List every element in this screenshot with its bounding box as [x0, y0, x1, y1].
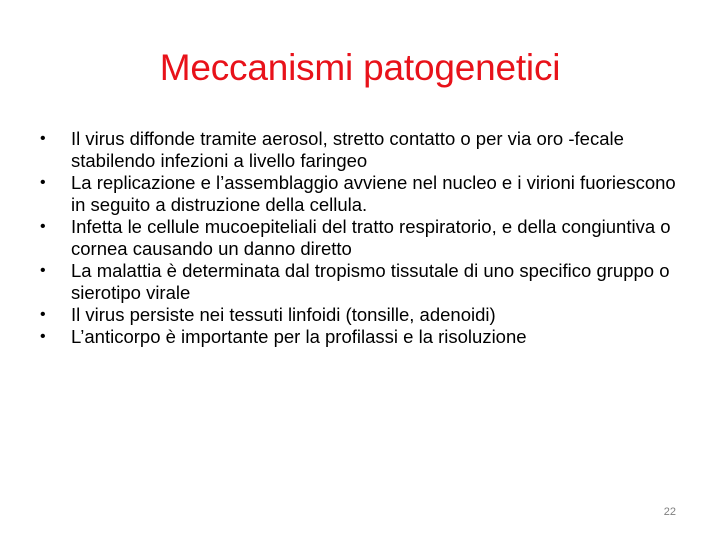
bullet-text: Infetta le cellule mucoepiteliali del tratto respiratorio, e della congiuntiva o cornea causando un danno diretto — [71, 216, 671, 259]
bullet-text: Il virus persiste nei tessuti linfoidi (tonsille, adenoidi) — [71, 304, 496, 325]
bullet-item — [40, 260, 690, 304]
page-number: 22 — [663, 506, 676, 518]
bullet-item — [40, 216, 690, 260]
bullet-item — [40, 304, 690, 326]
bullet-item — [40, 128, 690, 172]
bullet-icon: • — [40, 306, 46, 323]
bullet-icon: • — [40, 130, 46, 147]
bullet-item — [40, 326, 690, 348]
slide-title: Meccanismi patogenetici — [159, 47, 561, 88]
bullet-icon: • — [40, 328, 46, 345]
bullet-text: La malattia è determinata dal tropismo tissutale di uno specifico gruppo o sierotipo virale — [71, 260, 670, 303]
bullet-icon: • — [40, 218, 46, 235]
bullet-text: La replicazione e l’assemblaggio avviene nel nucleo e i virioni fuoriescono in seguito a distruzione della cellula. — [71, 172, 676, 215]
bullet-text: Il virus diffonde tramite aerosol, stretto contatto o per via oro -fecale stabilendo infezioni a livello faringeo — [71, 128, 624, 171]
bullet-icon: • — [40, 174, 46, 191]
bullet-text: L’anticorpo è importante per la profilassi e la risoluzione — [71, 326, 527, 347]
bullet-list — [40, 128, 690, 348]
bullet-item — [40, 172, 690, 216]
bullet-icon: • — [40, 262, 46, 279]
